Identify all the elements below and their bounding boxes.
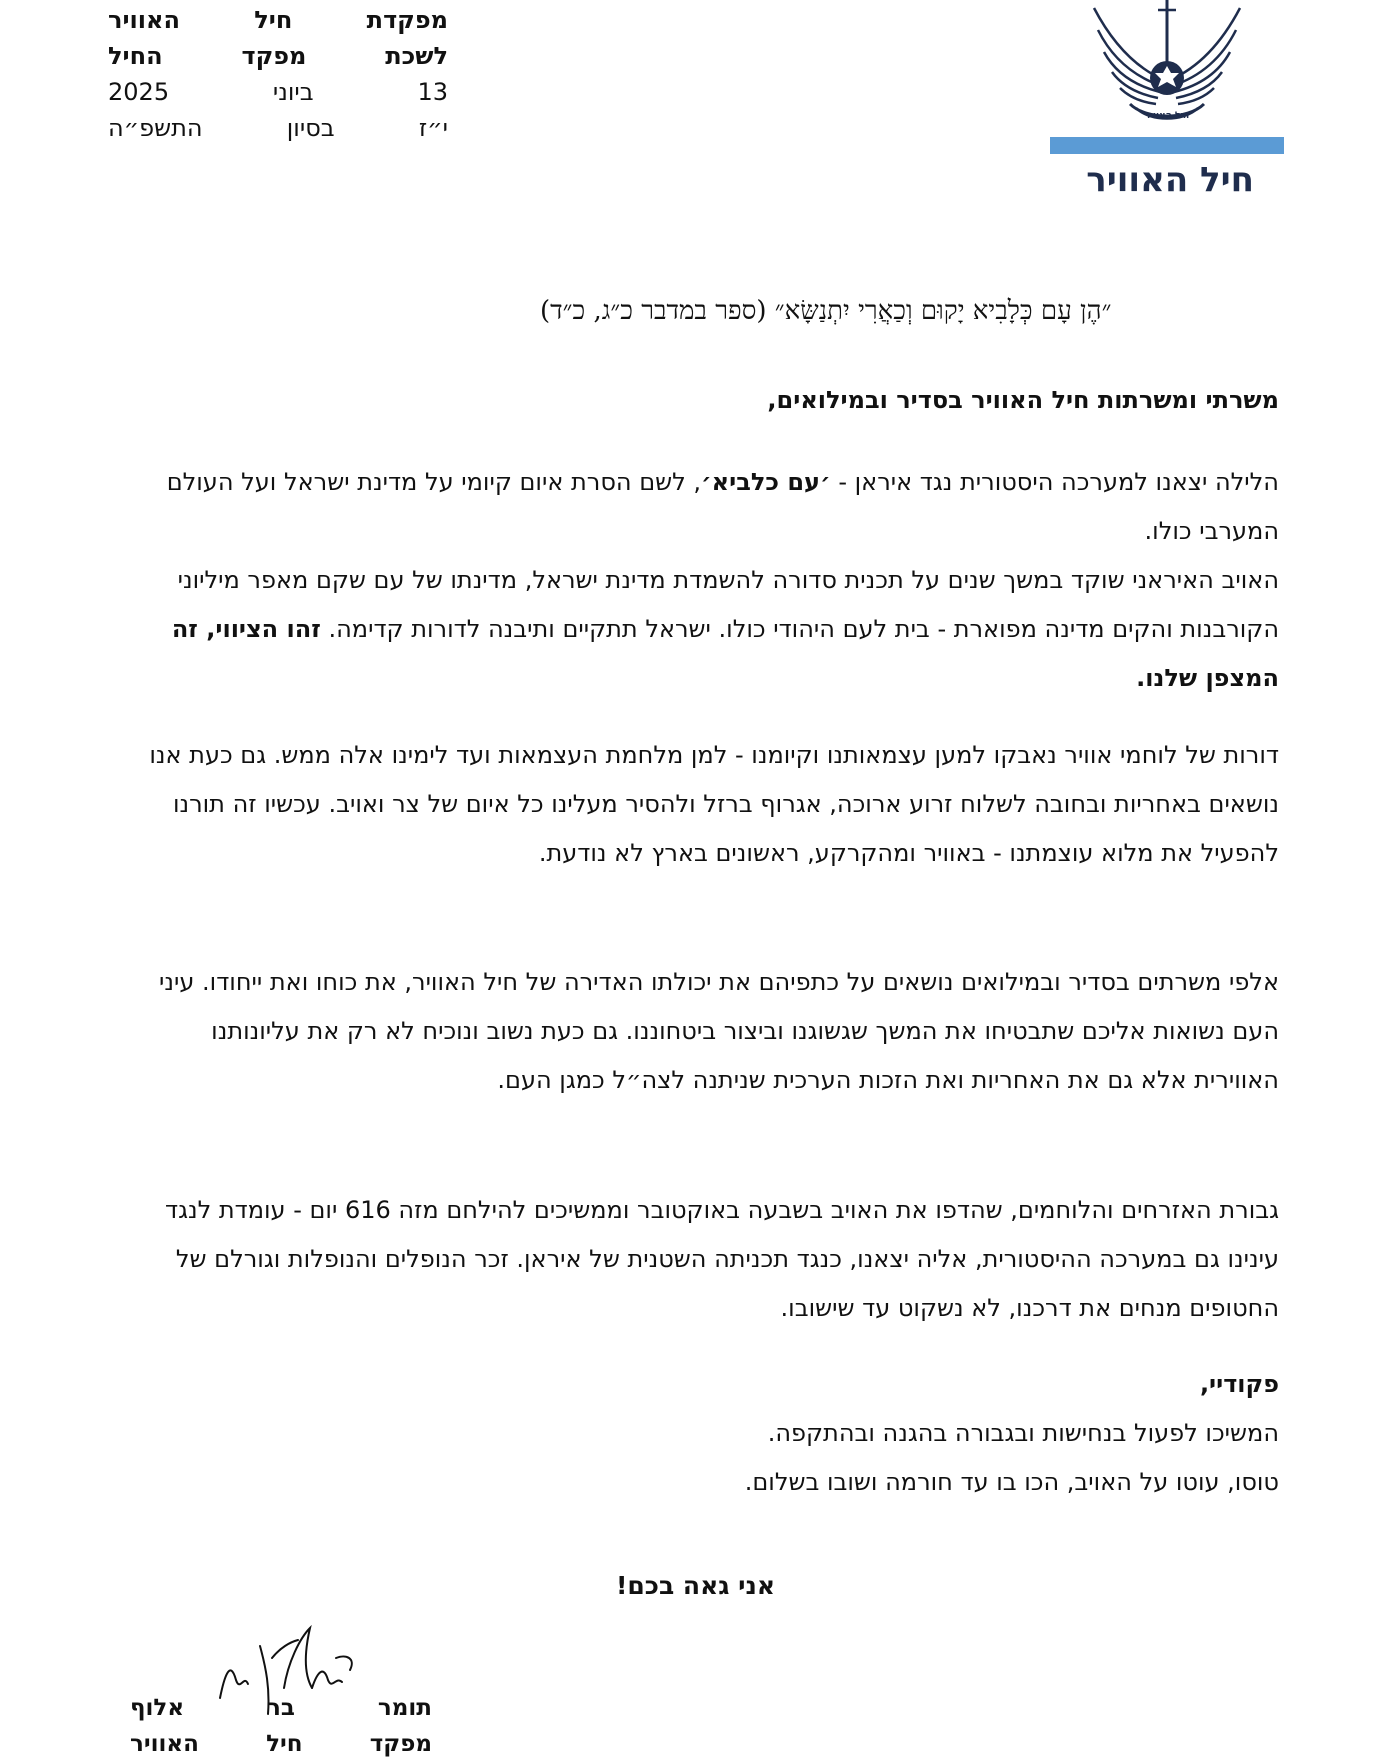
closing-line: אני גאה בכם!: [616, 1571, 776, 1600]
paragraph-3: [124, 731, 1279, 878]
letter-header: [108, 2, 448, 146]
air-force-logo: [1050, 0, 1284, 200]
p1-text-b: , לשם הסרת איום קיומי על מדינת ישראל ועל העולם המערבי כולו.: [166, 468, 1279, 545]
signature-cell: אלוף: [130, 1695, 185, 1721]
header-cell: חיל: [254, 6, 293, 34]
header-cell: התשפ״ה: [108, 114, 203, 142]
paragraph-2: [124, 556, 1279, 703]
air-force-wings-emblem-icon: [1086, 0, 1248, 128]
header-cell: י״ז: [418, 114, 448, 142]
logo-wordmark: חיל האוויר: [1086, 160, 1254, 200]
signature-cell: האוויר: [130, 1731, 199, 1757]
p6-line-2: טוסו, עוטו על האויב, הכו בו עד חורמה ושובו בשלום.: [744, 1468, 1279, 1496]
header-row-gregorian-date: [108, 74, 448, 110]
p2-text-a: האויב האיראני שוקד במשך שנים על תכנית סדורה להשמדת מדינת ישראל, מדינתו של עם שקם מאפר מיליוני הקורבנות והקים מדינה מפוארת - בית לעם היהודי כולו. ישראל תתקיים ותיבנה לדורות קדימה.: [177, 566, 1279, 643]
header-cell: האוויר: [108, 6, 180, 34]
operation-name: ׳עם כלביא׳: [701, 468, 831, 496]
paragraph-6: [745, 1360, 1279, 1507]
p5-text: גבורת האזרחים והלוחמים, שהדפו את האויב בשבעה באוקטובר וממשיכים להילחם מזה 616 יום - עומדת לנגד עינינו גם במערכה ההיסטורית, אליה יצאנו, כנגד תכניתה השטנית של איראן. זכר הנופלים והנופלות וגורלם של החטופים מנחים את דרכנו, לא נשקוט עד שישובו.: [164, 1196, 1279, 1322]
paragraph-1: [124, 458, 1279, 556]
header-cell: מפקדת: [366, 6, 448, 34]
signature-row-name: [130, 1690, 432, 1726]
letter-greeting: משרתי ומשרתות חיל האוויר בסדיר ובמילואים,: [767, 386, 1279, 414]
signature-row-title: [130, 1726, 432, 1762]
p4-text: אלפי משרתים בסדיר ובמילואים נושאים על כתפיהם את יכולתו האדירה של חיל האוויר, את כוחו ואת ייחודו. עיני העם נשואות אליכם שתבטיחו את המשך שגשוגנו וביצור ביטחוננו. גם כעת נשוב ונוכיח לא רק את עליונותנו האווירית אלא גם את האחריות ואת הזכות הערכית שניתנה לצה״ל כמגן העם.: [159, 968, 1279, 1094]
paragraph-4: [124, 958, 1279, 1105]
header-cell: מפקד: [241, 42, 307, 70]
header-cell: ביוני: [272, 78, 314, 106]
header-cell: 2025: [108, 78, 170, 106]
header-cell: בסיון: [286, 114, 335, 142]
p6-title: פקודיי,: [1199, 1370, 1279, 1398]
opening-verse: ״הֶן עָם כְּלָבִיא יָקוּם וְכַאֲרִי יִתְנַשָּׂא״ (ספר במדבר כ״ג, כ״ד): [540, 296, 1112, 326]
header-row-hq: [108, 2, 448, 38]
header-row-hebrew-date: [108, 110, 448, 146]
emblem-caption: חיל האוויר: [1144, 111, 1190, 121]
signature-cell: בר: [267, 1695, 295, 1721]
header-cell: לשכת: [385, 42, 448, 70]
p6-line-1: המשיכו לפעול בנחישות ובגבורה בהגנה ובהתקפה.: [767, 1419, 1279, 1447]
signature-cell: תומר: [377, 1695, 432, 1721]
header-cell: 13: [417, 78, 448, 106]
signature-cell: חיל: [266, 1731, 303, 1757]
p1-text-a: הלילה יצאנו למערכה היסטורית נגד איראן -: [830, 468, 1279, 496]
p3-text: דורות של לוחמי אוויר נאבקו למען עצמאותנו וקיומנו - למן מלחמת העצמאות ועד לימינו אלה ממש. גם כעת אנו נושאים באחריות ובחובה לשלוח זרוע ארוכה, אגרוף ברזל ולהסיר מעלינו כל איום של צר ואויב. עכשיו זה תורנו להפעיל את מלוא עוצמתנו - באוויר ומהקרקע, ראשונים בארץ לא נודעת.: [149, 741, 1279, 867]
signature-cell: מפקד: [369, 1731, 432, 1757]
paragraph-5: [124, 1186, 1279, 1333]
signature-block: [130, 1690, 432, 1762]
logo-accent-bar: [1050, 137, 1284, 154]
header-cell: החיל: [108, 42, 163, 70]
p2-emphasis: זהו הציווי, זה המצפן שלנו.: [171, 615, 1279, 692]
header-row-office: [108, 38, 448, 74]
